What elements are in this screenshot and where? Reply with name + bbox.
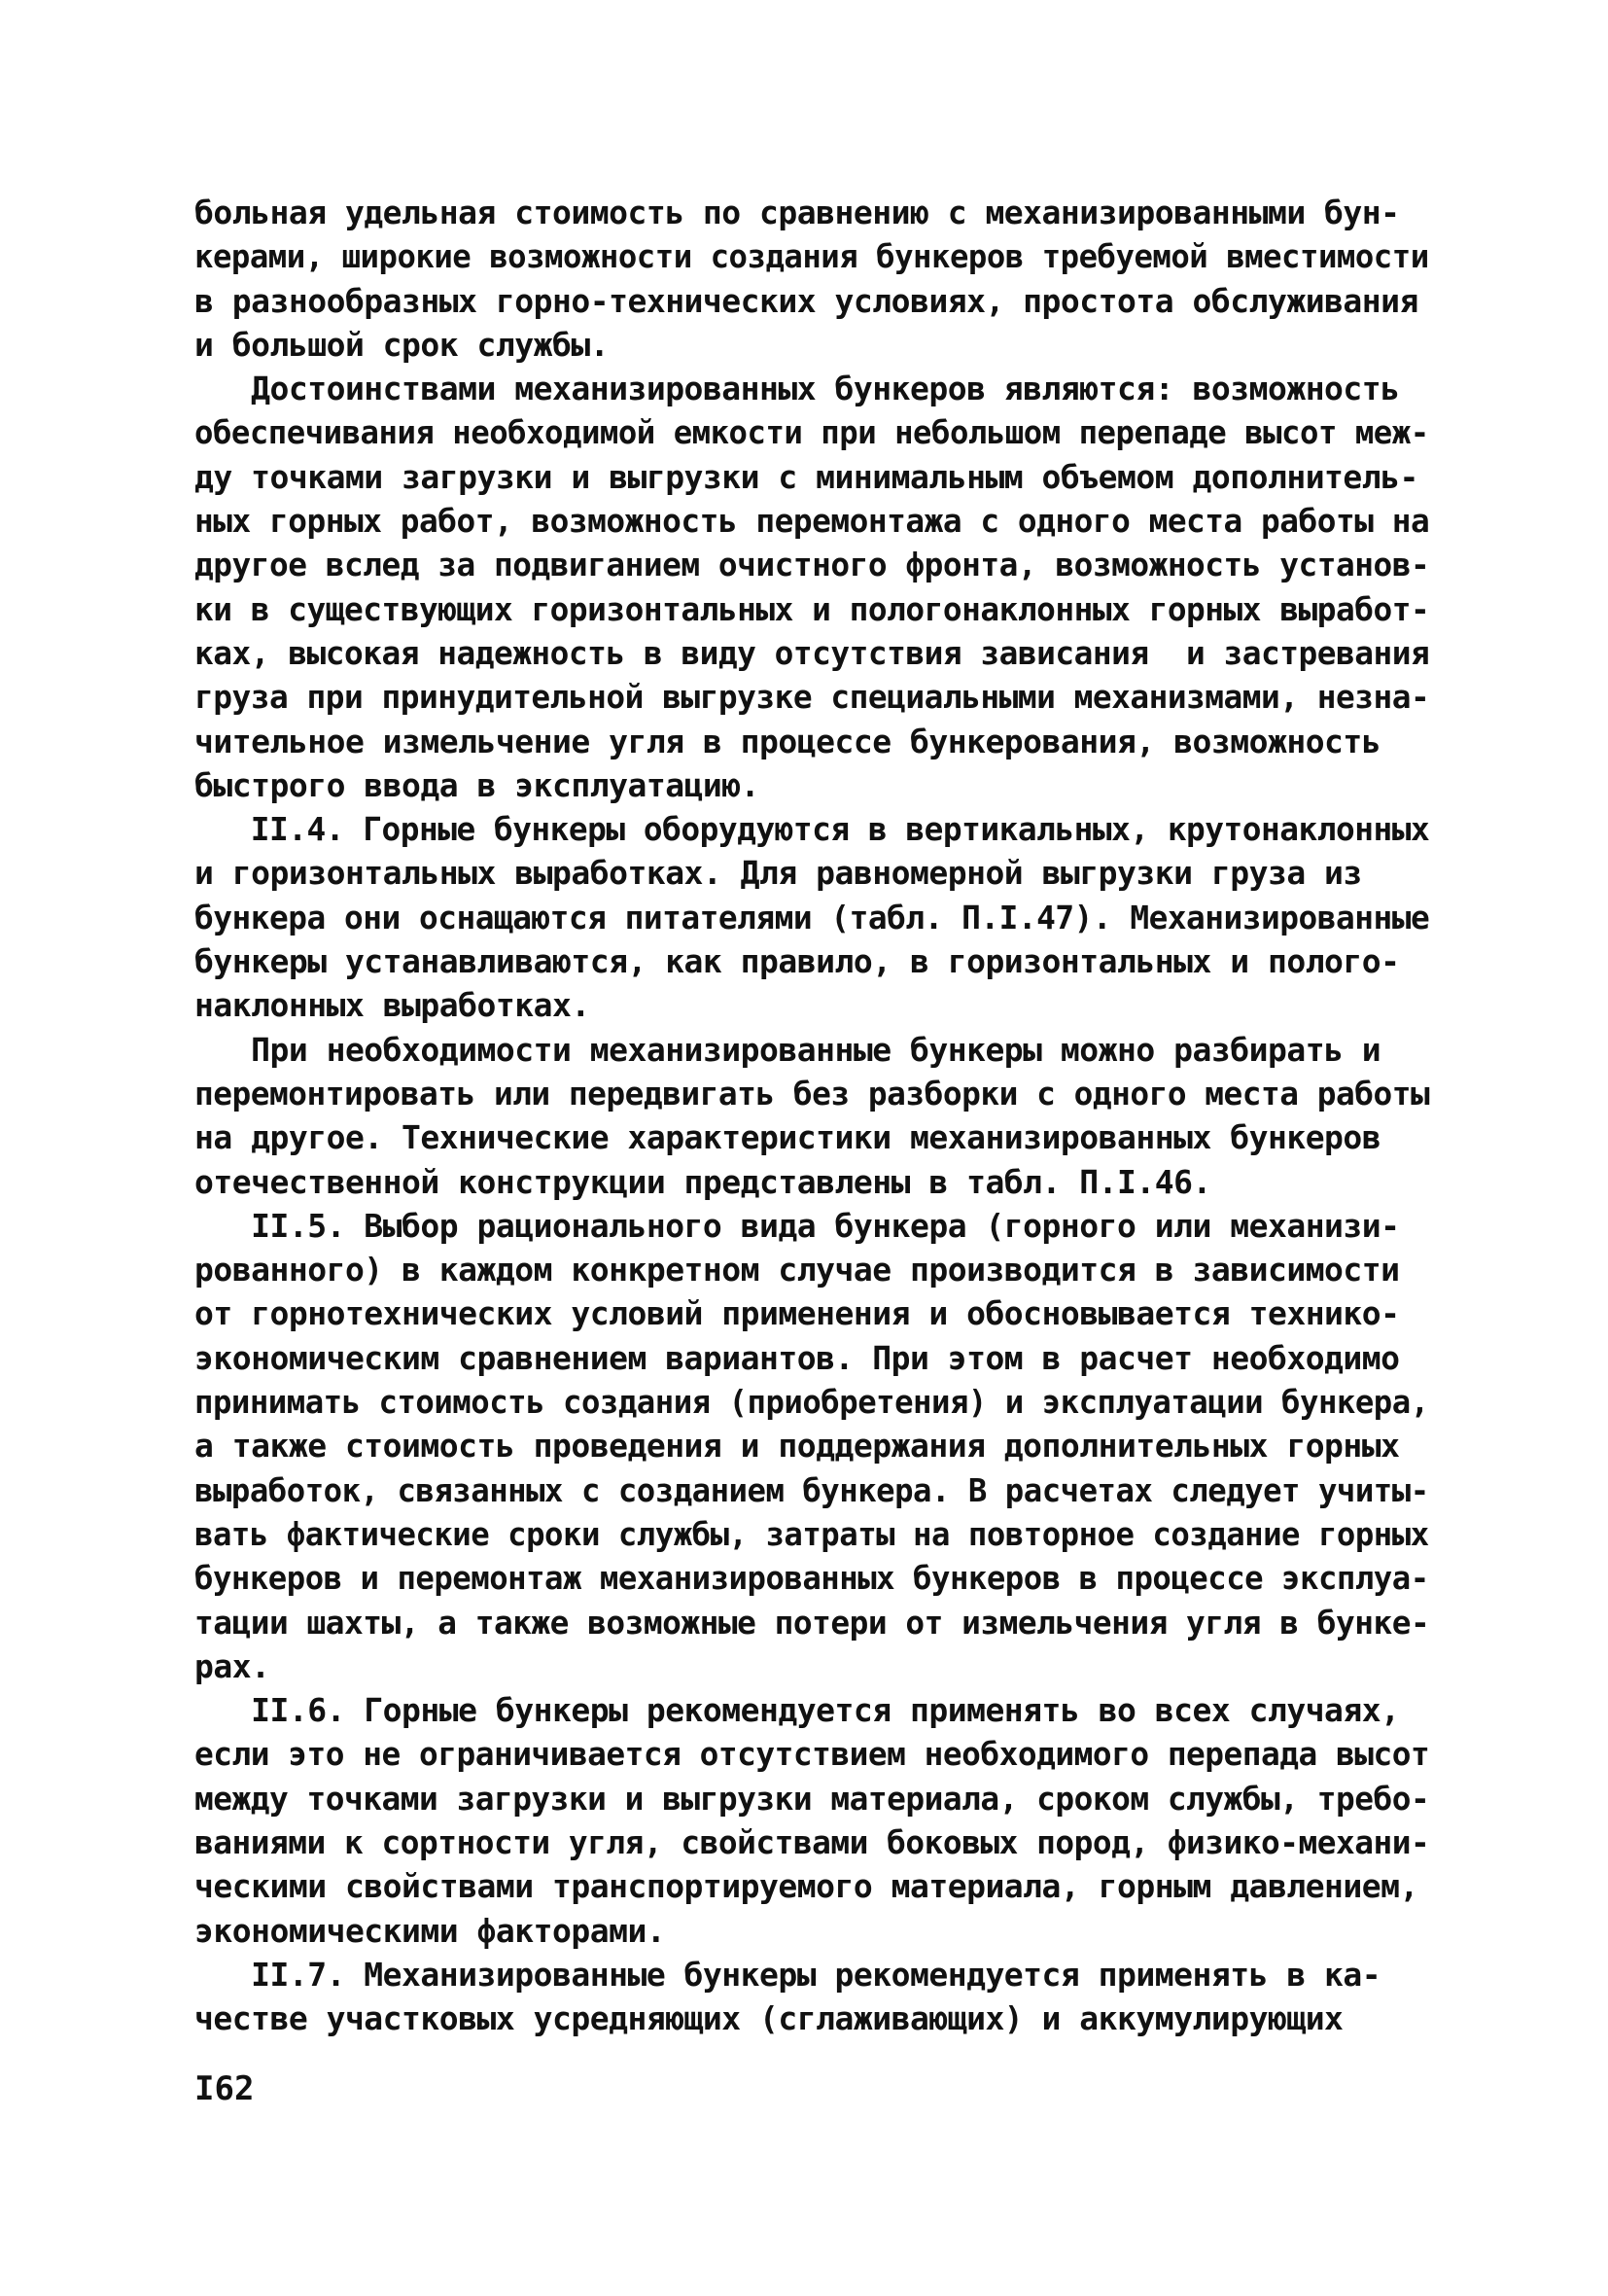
text-line: другое вслед за подвиганием очистного фронта, возможность установ- bbox=[194, 546, 1430, 584]
text-line: бункеров и перемонтаж механизированных бункеров в процессе эксплуа- bbox=[194, 1559, 1429, 1598]
body-text bbox=[194, 191, 1429, 2040]
text-line: ческими свойствами транспортируемого материала, горным давлением, bbox=[194, 1867, 1418, 1906]
text-line: Достоинствами механизированных бункеров являются: возможность bbox=[194, 370, 1400, 408]
text-line: и большой срок службы. bbox=[194, 325, 610, 364]
text-line: ваниями к сортности угля, свойствами боковых пород, физико-механи- bbox=[194, 1822, 1430, 1861]
text-line: бункера они оснащаются питателями (табл. П.I.47). Механизированные bbox=[194, 898, 1430, 936]
text-line: честве участковых усредняющих (сглаживающих) и аккумулирующих bbox=[194, 1999, 1344, 2038]
text-line: наклонных выработках. bbox=[194, 986, 590, 1025]
text-line: перемонтировать или передвигать без разборки с одного места работы bbox=[194, 1074, 1430, 1113]
text-line: рованного) в каждом конкретном случае производится в зависимости bbox=[194, 1251, 1400, 1289]
text-line: принимать стоимость создания (приобретения) и эксплуатации бункера, bbox=[194, 1383, 1429, 1422]
text-line: и горизонтальных выработках. Для равномерной выгрузки груза из bbox=[194, 854, 1362, 893]
text-line: ных горных работ, возможность перемонтажа с одного места работы на bbox=[194, 502, 1430, 541]
text-line: груза при принудительной выгрузке специальными механизмами, незна- bbox=[194, 678, 1430, 717]
text-line: больная удельная стоимость по сравнению с механизированными бун- bbox=[194, 194, 1400, 231]
text-line: если это не ограничивается отсутствием необходимого перепада высот bbox=[194, 1735, 1430, 1774]
text-line: II.7. Механизированные бункеры рекомендуется применять в ка- bbox=[194, 1955, 1381, 1994]
text-line: обеспечивания необходимой емкости при небольшом перепаде высот меж- bbox=[194, 413, 1429, 452]
text-line: При необходимости механизированные бункеры можно разбирать и bbox=[194, 1030, 1381, 1069]
text-line: II.6. Горные бункеры рекомендуется применять во всех случаях, bbox=[194, 1691, 1400, 1730]
page-number: I62 bbox=[194, 2069, 255, 2108]
text-line: вать фактические сроки службы, затраты на повторное создание горных bbox=[194, 1514, 1429, 1553]
text-line: II.4. Горные бункеры оборудуются в вертикальных, крутонаклонных bbox=[194, 810, 1430, 849]
text-line: II.5. Выбор рационального вида бункера (горного или механизи- bbox=[194, 1206, 1400, 1245]
text-line: ду точками загрузки и выгрузки с минимальным объемом дополнитель- bbox=[194, 457, 1418, 496]
text-line: бункеры устанавливаются, как правило, в горизонтальных и полого- bbox=[194, 942, 1400, 981]
text-line: рах. bbox=[194, 1646, 270, 1685]
text-line: на другое. Технические характеристики механизированных бункеров bbox=[194, 1118, 1381, 1157]
text-line: ках, высокая надежность в виду отсутствия зависания и застревания bbox=[194, 633, 1430, 672]
text-line: экономическим сравнением вариантов. При этом в расчет необходимо bbox=[194, 1338, 1400, 1377]
text-line: а также стоимость проведения и поддержания дополнительных горных bbox=[194, 1427, 1400, 1466]
text-line: ки в существующих горизонтальных и пологонаклонных горных выработ- bbox=[194, 589, 1430, 628]
text-line: керами, широкие возможности создания бункеров требуемой вместимости bbox=[194, 237, 1429, 276]
text-line: чительное измельчение угля в процессе бункерования, возможность bbox=[194, 722, 1381, 760]
text-line: быстрого ввода в эксплуатацию. bbox=[194, 765, 760, 804]
text-line: тации шахты, а также возможные потери от измельчения угля в бунке- bbox=[194, 1603, 1430, 1642]
text-line: экономическими факторами. bbox=[194, 1911, 666, 1950]
text-line: от горнотехнических условий применения и обосновывается технико- bbox=[194, 1294, 1400, 1333]
text-line: отечественной конструкции представлены в табл. П.I.46. bbox=[194, 1162, 1211, 1201]
text-line: выработок, связанных с созданием бункера. В расчетах следует учиты- bbox=[194, 1470, 1429, 1509]
text-line: между точками загрузки и выгрузки материала, сроком службы, требо- bbox=[194, 1779, 1430, 1818]
text-line: в разнообразных горно-технических условиях, простота обслуживания bbox=[194, 281, 1418, 320]
